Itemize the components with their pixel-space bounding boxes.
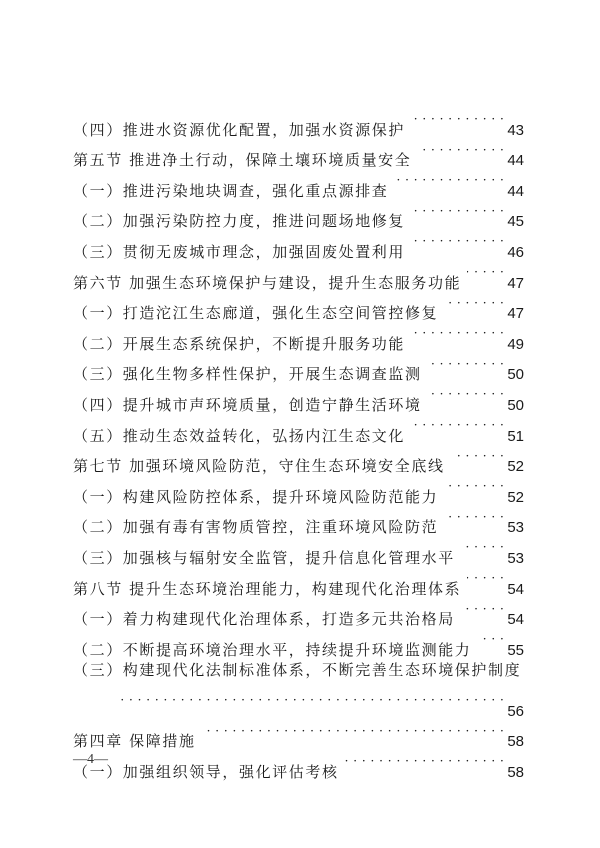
toc-leader-dots [411,318,504,349]
toc-entry-page: 44 [507,152,524,170]
toc-entry-title: 第六节 加强生态环境保护与建设，提升生态服务功能 [73,273,462,292]
toc-entry-title: （三）构建现代化法制标准体系，不断完善生态环境保护制度 [73,660,522,679]
toc-entry-title: （一）加强组织领导，强化评估考核 [73,763,339,782]
toc-leader-dots [428,379,505,410]
table-of-contents [73,104,524,782]
toc-leader-dots [467,257,504,288]
toc-entry-page: 45 [507,213,524,231]
toc-leader-dots [411,104,504,135]
toc-entry-page: 47 [507,274,524,292]
toc-leader-dots [451,441,505,472]
toc-entry-page: 50 [507,396,524,414]
toc-entry-page: 58 [507,764,524,782]
toc-entry-title: （四）推进水资源优化配置，加强水资源保护 [73,120,406,139]
toc-entry-title: （三）贯彻无废城市理念，加强固废处置利用 [73,242,406,261]
toc-entry-title: （三）强化生物多样性保护，开展生态调查监测 [73,365,422,384]
page-number: —4— [73,752,108,767]
toc-leader-dots [345,746,505,777]
toc-leader-dots [394,165,504,196]
toc-entry-page: 55 [507,641,524,659]
toc-entry-title: 第八节 提升生态环境治理能力，构建现代化治理体系 [73,579,462,598]
toc-leader-dots [202,716,505,747]
toc-entry-page: 54 [507,611,524,629]
toc-entry-title: （二）不断提高环境治理水平，持续提升环境监测能力 [73,640,472,659]
toc-leader-dots [121,685,504,716]
toc-chapter-entry[interactable] [73,716,524,751]
toc-leader-dots [444,471,504,502]
toc-entry-title: （一）构建风险防控体系，提升环境风险防范能力 [73,487,439,506]
toc-entry-title: （四）提升城市声环境质量，创造宁静生活环境 [73,395,422,414]
toc-entry-page: 56 [507,702,524,720]
toc-entry[interactable] [73,104,524,139]
toc-leader-dots [411,226,504,257]
toc-entry-title: （三）加强核与辐射安全监管，提升信息化管理水平 [73,548,455,567]
toc-entry-title: （二）加强污染防控力度，推进问题场地修复 [73,212,406,231]
toc-entry-title: 第四章 保障措施 [73,732,196,751]
toc-entry-title: 第七节 加强环境风险防范，守住生态环境安全底线 [73,457,445,476]
toc-leader-dots [417,135,504,166]
toc-leader-dots [411,410,504,441]
toc-entry-page: 50 [507,366,524,384]
toc-leader-dots [477,624,504,655]
toc-leader-dots [411,196,504,227]
toc-entry-title: （一）推进污染地块调查，强化重点源排查 [73,181,389,200]
toc-entry-page: 53 [507,519,524,537]
toc-entry-page: 58 [507,733,524,751]
toc-entry-title: （一）打造沱江生态廊道，强化生态空间管控修复 [73,304,439,323]
toc-entry-page: 44 [507,182,524,200]
toc-leader-dots [461,532,505,563]
toc-entry-page: 53 [507,549,524,567]
toc-leader-dots [444,288,504,319]
toc-entry-page: 46 [507,243,524,261]
toc-entry-title: （二）加强有毒有害物质管控，注重环境风险防范 [73,518,439,537]
toc-entry-title: （五）推动生态效益转化，弘扬内江生态文化 [73,426,406,445]
toc-entry-title: （一）着力构建现代化治理体系，打造多元共治格局 [73,610,455,629]
toc-entry-continuation[interactable] [73,685,524,720]
toc-leader-dots [444,502,504,533]
toc-entry-page: 43 [507,121,524,139]
toc-entry-page: 51 [507,427,524,445]
toc-leader-dots [461,594,505,625]
toc-entry[interactable] [73,655,524,686]
toc-entry-page: 52 [507,488,524,506]
toc-entry-page: 47 [507,305,524,323]
toc-leader-dots [428,349,505,380]
toc-entry-page: 52 [507,458,524,476]
toc-entry-title: 第五节 推进净土行动，保障土壤环境质量安全 [73,151,412,170]
toc-entry-page: 49 [507,335,524,353]
toc-entry-title: （二）开展生态系统保护，不断提升服务功能 [73,334,406,353]
toc-entry-page: 54 [507,580,524,598]
toc-leader-dots [467,563,504,594]
